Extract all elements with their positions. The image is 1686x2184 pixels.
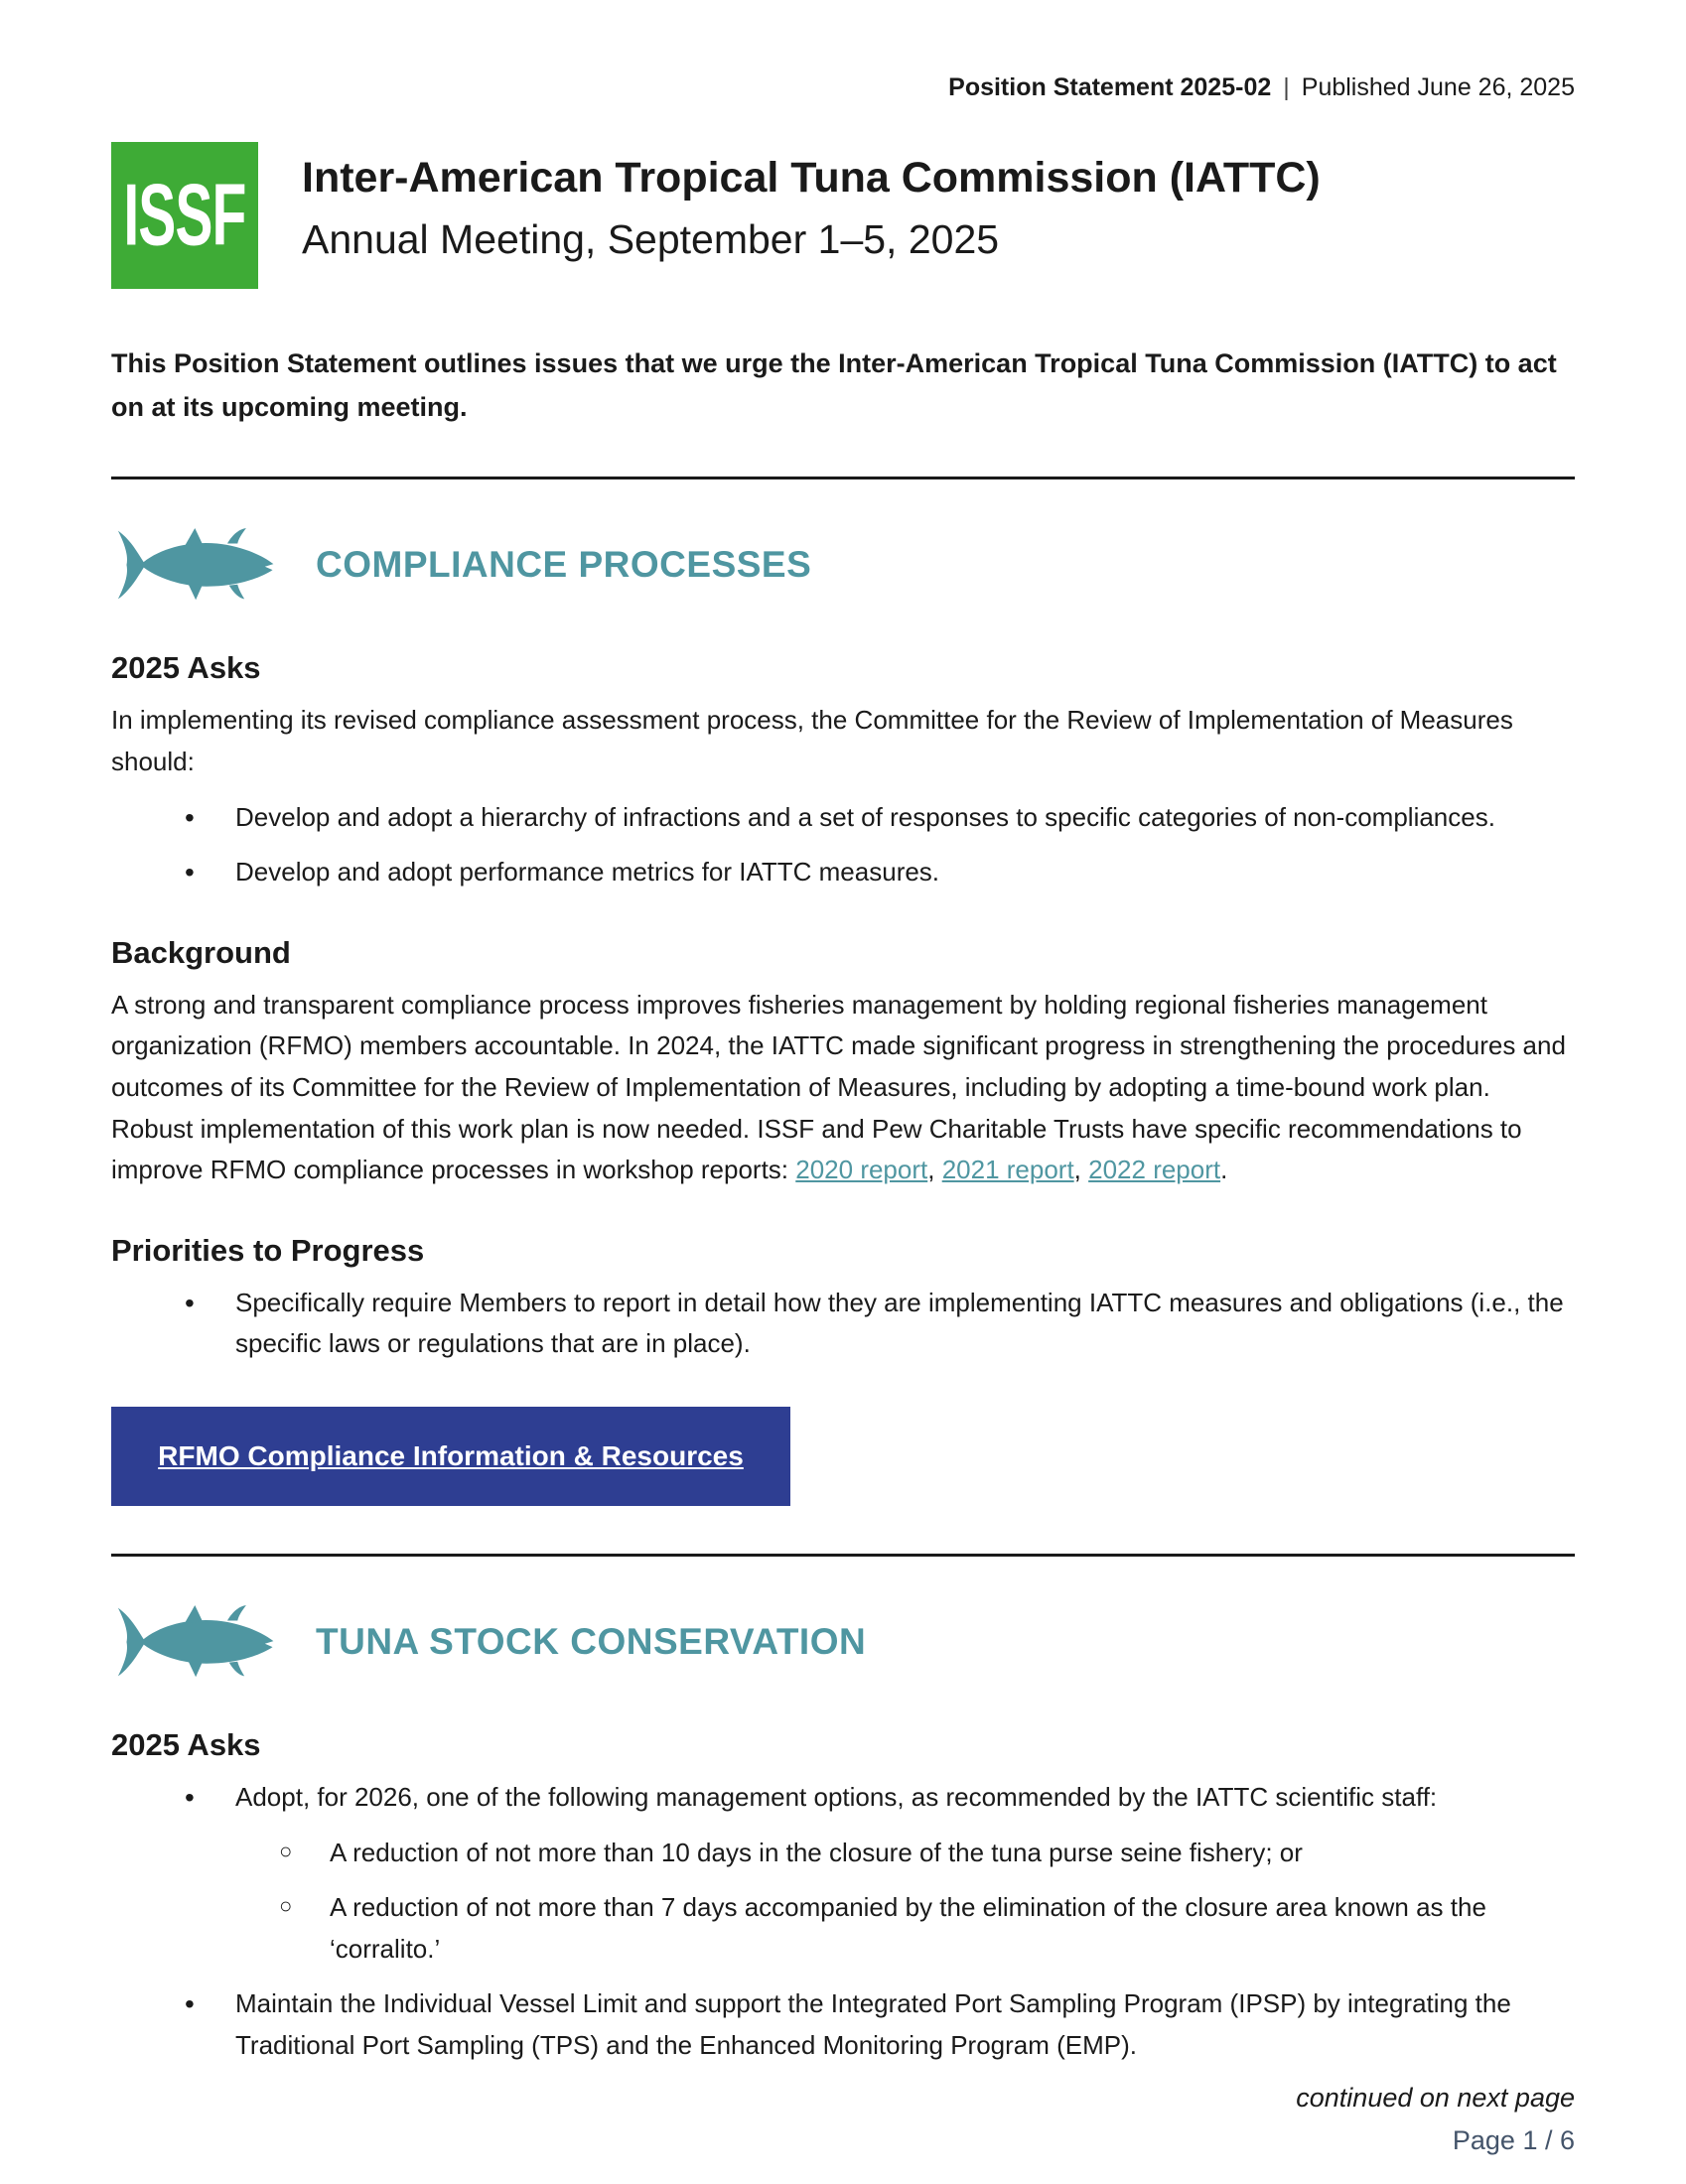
link-separator: , (927, 1155, 942, 1185)
page-subtitle: Annual Meeting, September 1–5, 2025 (302, 215, 1000, 262)
link-2020-report[interactable]: 2020 report (795, 1155, 928, 1185)
heading-priorities: Priorities to Progress (111, 1232, 425, 1268)
rfmo-compliance-resources-button[interactable]: RFMO Compliance Information & Resources (111, 1407, 790, 1506)
list-item: ○ A reduction of not more than 7 days accompanied by the elimination of the closure area known as the ‘corralito.’ (235, 1887, 1575, 1970)
sentence-end: . (1220, 1155, 1228, 1185)
section-title-tuna-stock: TUNA STOCK CONSERVATION (316, 1621, 867, 1662)
issf-logo-text: ISSF (123, 167, 246, 264)
section-header-tuna-stock (111, 1598, 1575, 1686)
section-divider (111, 1554, 1575, 1557)
priorities-list (111, 1283, 1575, 1365)
background-text: A strong and transparent compliance process improves fisheries management by holding regional fisheries management organization (RFMO) members accountable. In 2024, the IATTC made significant progress in strengthening the procedures and outcomes of its Committee for the Review of Implementation of Measures, including by adopting a time-bound work plan. Robust implementation of this work plan is now needed. ISSF and Pew Charitable Trusts have specific recommendations to improve RFMO compliance processes in workshop reports: (111, 989, 1566, 1185)
doc-reference: Position Statement 2025-02 (948, 73, 1272, 101)
link-separator: , (1073, 1155, 1089, 1185)
tuna-fish-icon (111, 1598, 282, 1686)
heading-background: Background (111, 934, 291, 970)
issf-logo (111, 142, 258, 289)
asks-intro-paragraph: In implementing its revised compliance assessment process, the Committee for the Review of Implementation of Measures should: (111, 705, 1513, 777)
section-divider (111, 477, 1575, 479)
list-item (111, 1777, 1575, 1970)
list-item: ○ A reduction of not more than 10 days in the closure of the tuna purse seine fishery; or (235, 1833, 1575, 1874)
header-meta (111, 0, 1575, 102)
link-2021-report[interactable]: 2021 report (941, 1155, 1074, 1185)
bullet-text: Adopt, for 2026, one of the following management options, as recommended by the IATTC scientific staff: (235, 1782, 1438, 1812)
tuna-asks-list (111, 1777, 1575, 2067)
tuna-fish-icon (111, 521, 282, 609)
link-2022-report[interactable]: 2022 report (1088, 1155, 1221, 1185)
background-paragraph (111, 985, 1575, 1191)
heading-2025-asks-compliance: 2025 Asks (111, 650, 261, 686)
intro-paragraph: This Position Statement outlines issues that we urge the Inter-American Tropical Tuna Commission (IATTC) to act on at its upcoming meeting. (111, 348, 1557, 422)
section-title-compliance: COMPLIANCE PROCESSES (316, 544, 812, 586)
management-options-list (235, 1833, 1575, 1971)
section-header-compliance (111, 521, 1575, 609)
continued-note: continued on next page (1296, 2082, 1575, 2113)
page-title: Inter-American Tropical Tuna Commission (IATTC) (302, 154, 1321, 202)
masthead (111, 142, 1575, 289)
document-title-block (302, 142, 1321, 266)
heading-2025-asks-tuna: 2025 Asks (111, 1727, 261, 1762)
published-date: Published June 26, 2025 (1301, 73, 1575, 101)
compliance-asks-list (111, 797, 1575, 893)
list-item: • Maintain the Individual Vessel Limit and support the Integrated Port Sampling Program (IPSP) by integrating the Traditional Port Sampling (TPS) and the Enhanced Monitoring Program (EMP). (111, 1983, 1575, 2066)
meta-separator: | (1283, 73, 1290, 101)
list-item: • Specifically require Members to report in detail how they are implementing IATTC measures and obligations (i.e., the specific laws or regulations that are in place). (111, 1283, 1575, 1365)
list-item: • Develop and adopt a hierarchy of infractions and a set of responses to specific categories of non-compliances. (111, 797, 1575, 839)
list-item: • Develop and adopt performance metrics for IATTC measures. (111, 852, 1575, 893)
page-number: Page 1 / 6 (1452, 2124, 1575, 2155)
